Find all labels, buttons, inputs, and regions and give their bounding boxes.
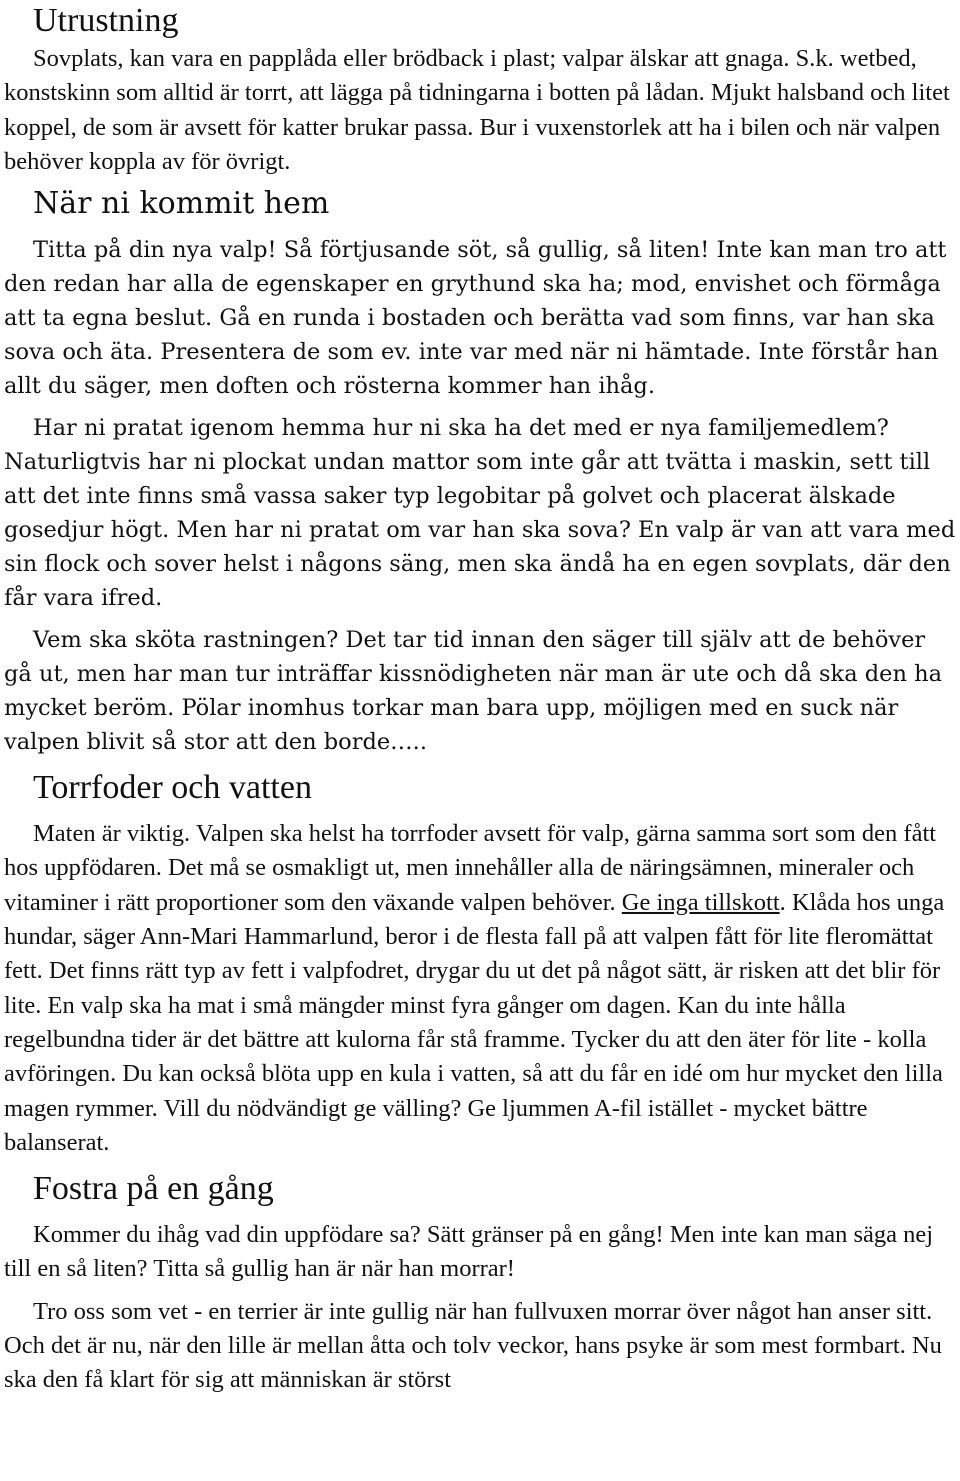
heading-fostra: Fostra på en gång: [33, 1170, 274, 1208]
paragraph-hem-1: Titta på din nya valp! Så förtjusande söt, så gullig, så liten! Inte kan man tro att den redan har alla de egenskaper en grythund ska ha; mod, envishet och förmåga att ta egna beslut. Gå en runda i bostaden och berätta vad som finns, var han ska sova och äta. Presentera de som ev. inte var med när ni hämtade. Inte förstår han allt du säger, men doften och rösterna kommer han ihåg.: [4, 237, 947, 400]
paragraph-hem-2: Har ni pratat igenom hemma hur ni ska ha det med er nya familjemedlem? Naturligtvis har ni plockat undan mattor som inte går att tvätta i maskin, sett till att det inte finns små vassa saker typ legobitar på golvet och placerat älskade gosedjur högt. Men har ni pratat om var han ska sova? En valp är van att vara med sin flock och sover helst i någons säng, men ska ändå ha en egen sovplats, där den får vara ifred.: [4, 415, 956, 612]
paragraph-fostra-1: Kommer du ihåg vad din uppfödare sa? Sätt gränser på en gång! Men inte kan man säga nej till en så liten? Titta så gullig han är när han morrar!: [4, 1221, 934, 1283]
paragraph-torrfoder: [4, 817, 956, 1160]
heading-hem: När ni kommit hem: [33, 186, 330, 222]
section-hem: [4, 183, 956, 759]
section-torrfoder: [4, 767, 956, 1160]
heading-utrustning: Utrustning: [33, 2, 179, 39]
section-fostra: [4, 1168, 956, 1397]
torrfoder-text-end: . Klåda hos unga hundar, säger Ann-Mari Hammarlund, beror i de flesta fall på att valpen fått för lite fleromättat fett. Det finns rätt typ av fett i valpfodret, drygar du ut det på något sätt, är risken att det blir för lite. En valp ska ha mat i små mängder minst fyra gånger om dagen. Kan du inte hålla regelbundna tider är det bättre att kulorna får stå framme. Tycker du att den äter för lite - kolla avföringen. Du kan också blöta upp en kula i vatten, så att du får en idé om hur mycket den lilla magen rymmer. Vill du nödvändigt ge välling? Ge ljummen A-fil istället - mycket bättre balanserat.: [4, 888, 945, 1156]
torrfoder-text-start: Maten är viktig. Valpen ska helst ha torrfoder avsett för valp, gärna samma sort som den fått hos uppfödaren. Det må se osmakligt ut, men innehåller alla de näringsämnen, mineraler och vitaminer i rätt proportioner som den växande valpen behöver.: [4, 820, 937, 916]
heading-torrfoder: Torrfoder och vatten: [33, 769, 312, 807]
paragraph-fostra-2: Tro oss som vet - en terrier är inte gullig när han fullvuxen morrar över något han anser sitt. Och det är nu, när den lille är mellan åtta och tolv veckor, hans psyke är som mest formbart. Nu ska den få klart för sig att människan är störst: [4, 1297, 942, 1394]
paragraph-utrustning: Sovplats, kan vara en papplåda eller brödback i plast; valpar älskar att gnaga. S.k. wetbed, konstskinn som alltid är torrt, att lägga på tidningarna i botten på lådan. Mjukt halsband och litet koppel, de som är avsett för katter brukar passa. Bur i vuxenstorlek att ha i bilen och när valpen behöver koppla av för övrigt.: [4, 45, 950, 175]
section-utrustning: [4, 0, 956, 179]
tillskott-link[interactable]: Ge inga tillskott: [621, 888, 780, 916]
paragraph-hem-3: Vem ska sköta rastningen? Det tar tid innan den säger till själv att de behöver gå ut, men har man tur inträffar kissnödigheten när man är ute och då ska den ha mycket beröm. Pölar inomhus torkar man bara upp, möjligen med en suck när valpen blivit så stor att den borde…..: [4, 627, 943, 756]
